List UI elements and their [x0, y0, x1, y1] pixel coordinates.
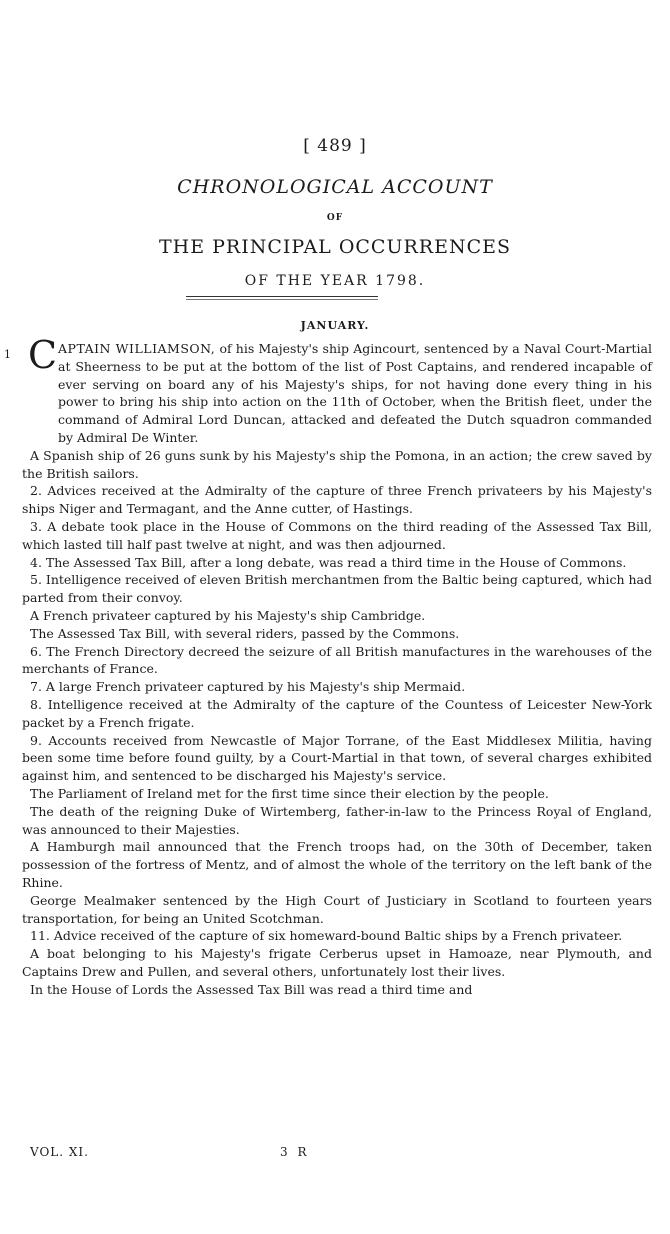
volume-label: VOL. XI. [30, 1145, 89, 1159]
title-year: OF THE YEAR 1798. [244, 273, 426, 289]
entry-paragraph: 9. Accounts received from Newcastle of Major Torrane, of the East Middlesex Militia, having been some time before found guilty, by a Court-Martial in that town, of several charges exhibited against him, and sentenced to be discharged his Majesty's service. [22, 732, 652, 784]
entry-paragraph: 7. A large French privateer captured by his Majesty's ship Mermaid. [30, 679, 466, 695]
entry-paragraph: The death of the reigning Duke of Wirtemberg, father-in-law to the Princess Royal of England, was announced to their Majesties. [22, 803, 652, 837]
entry-paragraph: A boat belonging to his Majesty's frigate Cerberus upset in Hamoaze, near Plymouth, and Captains Drew and Pullen, and several others, unfortunately lost their lives. [22, 946, 652, 979]
title-of: OF [326, 213, 344, 223]
page-footer [22, 1145, 652, 1165]
entry-paragraph: The Assessed Tax Bill, with several riders, passed by the Commons. [30, 625, 460, 641]
signature-mark: 3 R [280, 1145, 310, 1159]
article-body [4, 333, 653, 998]
entry-paragraph: 4. The Assessed Tax Bill, after a long debate, was read a third time in the House of Commons. [30, 554, 627, 570]
month-heading: JANUARY. [300, 319, 370, 332]
entry-paragraph: 11. Advice received of the capture of six homeward-bound Baltic ships by a French privateer. [30, 928, 623, 944]
entry-paragraph: 6. The French Directory decreed the seizure of all British manufactures in the warehouses of the merchants of France. [22, 643, 652, 677]
entry-paragraph: A Spanish ship of 26 guns sunk by his Majesty's ship the Pomona, in an action; the crew saved by the British sailors. [22, 447, 652, 481]
entry-paragraph: A Hamburgh mail announced that the French troops had, on the 30th of December, taken possession of the fortress of Mentz, and of almost the whole of the territory on the left bank of the Rhine. [22, 839, 652, 890]
entry-paragraph: 5. Intelligence received of eleven British merchantmen from the Baltic being captured, which had parted from their convoy. [22, 572, 653, 606]
entry-paragraph: The Parliament of Ireland met for the first time since their election by the people. [30, 785, 549, 801]
title-chronological-account: CHRONOLOGICAL ACCOUNT [177, 176, 493, 198]
entry-paragraph: 8. Intelligence received at the Admiralty of the capture of the Countess of Leicester New-York packet by a French frigate. [22, 696, 652, 730]
entry-paragraph: In the House of Lords the Assessed Tax Bill was read a third time and [30, 981, 473, 997]
entry-paragraph: 3. A debate took place in the House of Commons on the third reading of the Assessed Tax Bill, which lasted till half past twelve at night, and was then adjourned. [22, 518, 652, 552]
lead-day-number: 1 [4, 348, 11, 361]
lead-name: APTAIN WILLIAMSON, [58, 341, 216, 356]
page-number: [ 489 ] [303, 136, 367, 156]
lead-paragraph [4, 333, 652, 447]
entry-paragraph: A French privateer captured by his Majesty's ship Cambridge. [30, 607, 426, 623]
title-divider [186, 296, 378, 297]
entry-paragraph: George Mealmaker sentenced by the High Court of Justiciary in Scotland to fourteen years transportation, for being an United Scotchman. [22, 892, 652, 926]
drop-cap: C [28, 333, 58, 377]
title-principal-occurrences: THE PRINCIPAL OCCURRENCES [158, 236, 512, 258]
lead-text: of his Majesty's ship Agincourt, sentenced by a Naval Court-Martial at Sheerness to be put at the bottom of the list of Post Captains, and rendered incapable of ever serving on board any of his Majesty's ships, for not having done every thing in his power to bring his ship into action on the 11th of October, when the British fleet, under the command of Admiral Lord Duncan, attacked and defeated the Dutch squadron commanded by Admiral De Winter. [58, 341, 652, 445]
entry-paragraph: 2. Advices received at the Admiralty of the capture of three French privateers by his Majesty's ships Niger and Termagant, and the Anne cutter, of Hastings. [22, 483, 652, 517]
title-divider-thin [186, 299, 378, 300]
